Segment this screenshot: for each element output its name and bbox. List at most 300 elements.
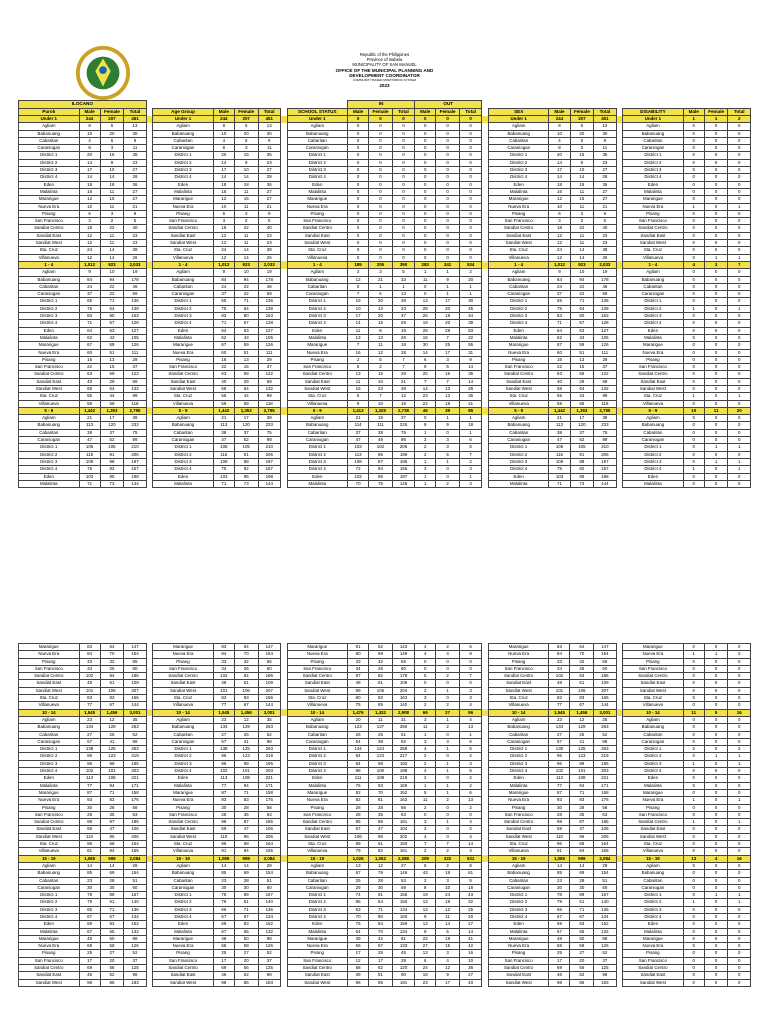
sex-value-cell: 71	[549, 320, 570, 327]
column-gap	[482, 753, 489, 760]
disability-cell: District 4	[623, 466, 684, 473]
school-status-value-cell: 10	[369, 400, 393, 407]
sex-value-cell: 77	[549, 782, 570, 789]
ilocano-value-cell: 113	[79, 422, 100, 429]
school-status-value-cell: 41	[459, 400, 481, 407]
age-group-cell: Sandiat East	[153, 378, 214, 385]
disability-value-cell: 0	[683, 870, 704, 877]
school-status-cell: District 3	[287, 906, 348, 913]
column-gap	[616, 480, 623, 487]
sex-value-cell: 46	[549, 972, 570, 979]
school-status-value-cell: 0	[415, 283, 436, 290]
age-group-value-cell: 14	[213, 159, 234, 166]
school-status-cell: Babanuang	[287, 276, 348, 283]
disability-cell: Sandiat Centro	[623, 965, 684, 972]
disability-value-cell: 0	[704, 437, 728, 444]
school-status-value-cell: 169	[392, 782, 414, 789]
sex-value-cell: 83	[570, 921, 594, 928]
ilocano-value-cell: 21	[124, 203, 146, 210]
column-gap	[146, 152, 153, 159]
ilocano-value-cell: 75	[79, 466, 100, 473]
sex-cell: Sta. Cruz	[488, 393, 549, 400]
sex-value-cell: 64	[570, 644, 594, 651]
school-status-value-cell: 32	[369, 658, 393, 665]
school-status-value-cell: 39	[392, 385, 414, 392]
age-group-value-cell: 52	[258, 731, 280, 738]
sex-value-cell: 109	[594, 680, 616, 687]
header-line-6: COMMUNITY BASED MONITORING SYSTEM	[353, 78, 416, 83]
school-status-value-cell: 11	[415, 797, 436, 804]
sex-value-cell: 147	[594, 644, 616, 651]
sex-value-cell: 58	[570, 943, 594, 950]
school-status-cell: Caraniogan	[287, 884, 348, 891]
ilocano-value-cell: 27	[100, 950, 124, 957]
ilocano-value-cell: 27	[124, 196, 146, 203]
school-status-value-cell: 20	[436, 320, 460, 327]
table-row	[19, 378, 751, 385]
sex-cell: District 4	[488, 320, 549, 327]
school-status-value-cell: 75	[369, 480, 393, 487]
disability-value-cell: 0	[728, 429, 751, 436]
purok-cell: Malalinta	[19, 334, 80, 341]
age-group-cell: Sandiat Centro	[153, 819, 214, 826]
school-status-value-cell: 0	[392, 218, 414, 225]
school-status-value-cell: 0	[392, 145, 414, 152]
school-status-value-cell: 2	[436, 848, 460, 855]
sex-cell: Sandiat East	[488, 378, 549, 385]
school-status-value-cell: 105	[369, 687, 393, 694]
purok-cell: Agliam	[19, 716, 80, 723]
disability-value-cell: 0	[728, 327, 751, 334]
column-gap	[482, 877, 489, 884]
age-group-value-cell: 27	[234, 950, 258, 957]
age-group-value-cell: 9	[234, 159, 258, 166]
column-gap	[482, 276, 489, 283]
age-group-cell: Eden	[153, 775, 214, 782]
ilocano-value-cell: 178	[124, 276, 146, 283]
disability-value-cell: 0	[704, 305, 728, 312]
column-gap	[482, 804, 489, 811]
age-group-value-cell: 152	[258, 921, 280, 928]
age-group-value-cell: 26	[258, 254, 280, 261]
age-group-value-cell: 129	[234, 724, 258, 731]
disability-value-cell: 0	[728, 935, 751, 942]
school-status-value-cell: 5	[348, 364, 369, 371]
sex-value-cell: 144	[594, 702, 616, 709]
column-gap	[280, 680, 287, 687]
column-gap	[280, 364, 287, 371]
disability-value-cell: 0	[704, 342, 728, 349]
disability-value-cell: 0	[683, 247, 704, 254]
school-status-value-cell: 26	[369, 665, 393, 672]
column-gap	[146, 218, 153, 225]
school-status-value-cell: 0	[459, 225, 481, 232]
column-gap	[280, 811, 287, 818]
sex-value-cell: 11	[570, 240, 594, 247]
sex-cell: District 2	[488, 899, 549, 906]
ilocano-value-cell: 98	[124, 738, 146, 745]
ilocano-value-cell: 68	[79, 385, 100, 392]
sex-cell: Villanueva	[488, 254, 549, 261]
school-status-value-cell: 80	[348, 695, 369, 702]
age-group-cell: Villanueva	[153, 400, 214, 407]
disability-cell: Pisang	[623, 804, 684, 811]
school-status-value-cell: 1	[459, 283, 481, 290]
ilocano-value-cell: 79	[79, 899, 100, 906]
disability-value-cell: 0	[728, 283, 751, 290]
school-status-value-cell: 7	[415, 378, 436, 385]
ilocano-value-cell: 71	[100, 906, 124, 913]
school-status-value-cell: 17	[436, 298, 460, 305]
table-row	[19, 673, 751, 680]
school-status-value-cell: 99	[348, 687, 369, 694]
school-status-cell: Pisang	[287, 950, 348, 957]
school-status-value-cell: 0	[459, 232, 481, 239]
sex-value-cell: 3	[570, 210, 594, 217]
age-group-value-cell: 111	[258, 349, 280, 356]
age-group-value-cell: 67	[213, 342, 234, 349]
disability-cell: Babanuang	[623, 276, 684, 283]
disability-value-cell: 0	[704, 702, 728, 709]
age-group-value-cell: 195	[258, 760, 280, 767]
column-gap	[482, 385, 489, 392]
school-status-cell: Sandiat East	[287, 826, 348, 833]
school-status-cell: District 1	[287, 152, 348, 159]
school-status-cell: District 4	[287, 320, 348, 327]
disability-cell: Villanueva	[623, 254, 684, 261]
column-gap	[482, 313, 489, 320]
female-header: Female	[369, 108, 393, 116]
column-gap	[146, 716, 153, 723]
sex-value-cell: 8	[549, 123, 570, 130]
school-status-value-cell: 90	[392, 972, 414, 979]
school-status-value-cell: 72	[348, 466, 369, 473]
ilocano-value-cell: 11	[100, 203, 124, 210]
column-gap	[482, 841, 489, 848]
age-group-value-cell: 52	[258, 950, 280, 957]
header-line-5: DEVELOPMENT COORDINATOR	[349, 72, 420, 78]
column-gap	[482, 225, 489, 232]
disability-value-cell: 0	[704, 210, 728, 217]
sex-value-cell: 23	[549, 716, 570, 723]
school-status-value-cell: 2	[415, 687, 436, 694]
school-status-cell: San Francisco	[287, 364, 348, 371]
column-gap	[146, 473, 153, 480]
school-status-cell: Sandiat West	[287, 240, 348, 247]
table-row	[19, 145, 751, 152]
ilocano-value-cell: 11	[124, 145, 146, 152]
disability-value-cell: 0	[704, 965, 728, 972]
ilocano-value-cell: 23	[79, 716, 100, 723]
school-status-value-cell: 38	[369, 738, 393, 745]
school-status-value-cell: 79	[369, 870, 393, 877]
school-status-value-cell: 2	[348, 356, 369, 363]
purok-cell: District 1	[19, 298, 80, 305]
column-gap	[280, 913, 287, 920]
school-status-value-cell: 47	[348, 437, 369, 444]
school-status-value-cell: 59	[392, 884, 414, 891]
age-group-cell: Malalinta	[153, 334, 214, 341]
table-row	[19, 188, 751, 195]
sex-value-cell: 125	[594, 965, 616, 972]
report-page-2	[18, 643, 751, 987]
school-status-value-cell: 0	[459, 680, 481, 687]
school-status-value-cell: 39	[436, 407, 460, 414]
disability-value-cell: 0	[683, 957, 704, 964]
school-status-value-cell: 3	[459, 687, 481, 694]
ilocano-value-cell: 63	[124, 811, 146, 818]
school-status-value-cell: 7	[436, 378, 460, 385]
school-status-value-cell: 1	[436, 283, 460, 290]
column-gap	[280, 957, 287, 964]
disability-value-cell: 1	[728, 458, 751, 465]
age-group-cell: Sandiat West	[153, 240, 214, 247]
disability-value-cell: 0	[683, 644, 704, 651]
disability-value-cell: 16	[728, 855, 751, 862]
disability-value-cell: 0	[728, 385, 751, 392]
school-status-value-cell: 19	[392, 327, 414, 334]
sex-value-cell: 186	[594, 673, 616, 680]
age-group-value-cell: 68	[213, 385, 234, 392]
column-gap	[616, 877, 623, 884]
disability-value-cell: 0	[728, 833, 751, 840]
sex-cell: Villanueva	[488, 702, 549, 709]
school-status-value-cell: 98	[369, 760, 393, 767]
school-status-value-cell: 30	[415, 342, 436, 349]
age-group-value-cell: 10	[213, 203, 234, 210]
school-status-value-cell: 6	[459, 644, 481, 651]
age-group-value-cell: 136	[258, 298, 280, 305]
age-group-cell: Sandiat West	[153, 385, 214, 392]
ilocano-value-cell: 58	[100, 943, 124, 950]
column-gap	[482, 884, 489, 891]
age-group-value-cell: 64	[234, 385, 258, 392]
table-row	[19, 218, 751, 225]
school-status-value-cell: 20	[348, 716, 369, 723]
school-status-cell: Nueva Era	[287, 797, 348, 804]
school-status-value-cell: 1	[415, 731, 436, 738]
age-group-value-cell: 29	[258, 356, 280, 363]
age-group-value-cell: 176	[258, 797, 280, 804]
column-gap	[280, 334, 287, 341]
school-status-value-cell: 61	[459, 870, 481, 877]
ilocano-value-cell: 186	[124, 673, 146, 680]
ilocano-value-cell: 58	[124, 804, 146, 811]
disability-cell: Caraniogan	[623, 291, 684, 298]
ilocano-value-cell: 23	[124, 159, 146, 166]
school-status-value-cell: 4	[415, 746, 436, 753]
age-group-value-cell: 126	[258, 342, 280, 349]
ilocano-value-cell: 12	[79, 232, 100, 239]
table-row	[19, 957, 751, 964]
sex-cell: District 4	[488, 768, 549, 775]
disability-value-cell: 0	[683, 429, 704, 436]
school-status-value-cell: 124	[369, 746, 393, 753]
sex-value-cell: 24	[549, 283, 570, 290]
ilocano-value-cell: 13	[100, 356, 124, 363]
disability-cell: District 3	[623, 167, 684, 174]
school-status-value-cell: 18	[459, 422, 481, 429]
age-group-value-cell: 1,456	[234, 709, 258, 716]
sex-value-cell: 60	[594, 665, 616, 672]
column-gap	[482, 709, 489, 716]
age-group-value-cell: 95	[234, 473, 258, 480]
disability-cell: Eden	[623, 921, 684, 928]
school-status-value-cell: 26	[348, 731, 369, 738]
school-status-cell: Malalinta	[287, 782, 348, 789]
sex-value-cell: 3	[570, 145, 594, 152]
sex-value-cell: 11	[570, 203, 594, 210]
ilocano-value-cell: 28	[100, 877, 124, 884]
age-group-cell: District 2	[153, 159, 214, 166]
header-line-2: Province of Isabela	[366, 57, 403, 63]
sex-value-cell: 58	[594, 804, 616, 811]
age-group-value-cell: 106	[258, 826, 280, 833]
purok-cell: Sta. Cruz	[19, 841, 80, 848]
disability-value-cell: 0	[683, 378, 704, 385]
school-status-value-cell: 0	[459, 247, 481, 254]
column-gap	[616, 979, 623, 986]
sex-cell: Sta. Cruz	[488, 841, 549, 848]
age-group-cell: Mararigue	[153, 342, 214, 349]
age-group-value-cell: 15	[234, 364, 258, 371]
age-group-value-cell: 14	[234, 254, 258, 261]
sex-value-cell: 67	[549, 928, 570, 935]
school-status-value-cell: 16	[459, 950, 481, 957]
column-gap	[280, 203, 287, 210]
age-group-value-cell: 65	[234, 928, 258, 935]
age-group-cell: Mararigue	[153, 644, 214, 651]
ilocano-value-cell: 183	[124, 979, 146, 986]
school-status-cell: District 4	[287, 174, 348, 181]
male-header: Male	[415, 108, 436, 116]
disability-value-cell: 0	[728, 123, 751, 130]
column-gap	[482, 731, 489, 738]
age-group-value-cell: 87	[234, 819, 258, 826]
sex-cell: District 3	[488, 458, 549, 465]
age-group-value-cell: 233	[258, 422, 280, 429]
school-status-value-cell: 0	[459, 130, 481, 137]
age-group-value-cell: 99	[258, 393, 280, 400]
school-status-value-cell: 0	[436, 123, 460, 130]
age-group-value-cell: 60	[213, 349, 234, 356]
school-status-value-cell: 1	[436, 458, 460, 465]
school-status-value-cell: 27	[436, 709, 460, 716]
sex-value-cell: 95	[570, 473, 594, 480]
age-group-value-cell: 21	[258, 203, 280, 210]
school-status-value-cell: 20	[369, 313, 393, 320]
disability-value-cell: 0	[683, 724, 704, 731]
ilocano-value-cell: 30	[100, 884, 124, 891]
school-status-value-cell: 5	[436, 928, 460, 935]
sex-value-cell: 122	[594, 371, 616, 378]
disability-cell: Caraniogan	[623, 145, 684, 152]
column-gap	[482, 371, 489, 378]
school-status-value-cell: 16	[348, 385, 369, 392]
disability-value-cell: 0	[704, 797, 728, 804]
school-status-value-cell: 5	[392, 269, 414, 276]
age-group-value-cell: 101	[213, 687, 234, 694]
table-row	[19, 247, 751, 254]
table-row	[19, 232, 751, 239]
ilocano-value-cell: 138	[79, 746, 100, 753]
disability-value-cell: 1	[728, 797, 751, 804]
school-status-value-cell: 27	[459, 972, 481, 979]
column-gap	[616, 159, 623, 166]
school-status-value-cell: 10	[369, 378, 393, 385]
school-status-value-cell: 159	[392, 921, 414, 928]
column-gap	[146, 877, 153, 884]
school-status-value-cell: 42	[369, 935, 393, 942]
age-group-value-cell: 69	[213, 921, 234, 928]
sex-value-cell: 30	[549, 884, 570, 891]
age-group-value-cell: 206	[258, 451, 280, 458]
disability-value-cell: 0	[704, 313, 728, 320]
column-gap	[146, 130, 153, 137]
age-group-value-cell: 40	[213, 378, 234, 385]
school-status-value-cell: 0	[369, 232, 393, 239]
ilocano-value-cell: 69	[79, 965, 100, 972]
ilocano-value-cell: 61	[100, 899, 124, 906]
column-gap	[482, 789, 489, 796]
school-status-value-cell: 34	[348, 665, 369, 672]
school-status-value-cell: 10	[348, 305, 369, 312]
column-gap	[280, 789, 287, 796]
age-group-cell: District 4	[153, 466, 214, 473]
school-status-value-cell: 14	[348, 320, 369, 327]
column-gap	[482, 188, 489, 195]
age-group-cell: Eden	[153, 181, 214, 188]
school-status-value-cell: 7	[369, 393, 393, 400]
sex-value-cell: 68	[549, 943, 570, 950]
column-gap	[482, 291, 489, 298]
age-group-value-cell: 101	[234, 768, 258, 775]
column-gap	[616, 334, 623, 341]
disability-value-cell: 0	[704, 644, 728, 651]
sex-cell: Babanuang	[488, 724, 549, 731]
age-group-cell: Nueva Era	[153, 651, 214, 658]
column-gap	[482, 892, 489, 899]
purok-cell: Malalinta	[19, 480, 80, 487]
column-gap	[146, 225, 153, 232]
disability-value-cell: 0	[683, 137, 704, 144]
school-status-value-cell: 0	[436, 145, 460, 152]
school-status-cell: Caraniogan	[287, 145, 348, 152]
ilocano-value-cell: 126	[124, 943, 146, 950]
column-gap	[146, 371, 153, 378]
ilocano-value-cell: 176	[124, 797, 146, 804]
disability-value-cell: 1	[728, 203, 751, 210]
column-gap	[482, 724, 489, 731]
school-status-value-cell: 1	[415, 782, 436, 789]
ilocano-value-cell: 206	[124, 833, 146, 840]
ilocano-value-cell: 60	[79, 349, 100, 356]
column-gap	[146, 862, 153, 869]
disability-value-cell: 0	[728, 298, 751, 305]
age-group-cell: Sandiat East	[153, 232, 214, 239]
column-gap	[146, 979, 153, 986]
column-gap	[482, 196, 489, 203]
purok-cell: Malalinta	[19, 188, 80, 195]
column-gap	[280, 841, 287, 848]
column-gap	[482, 254, 489, 261]
sex-cell: Cabaritan	[488, 137, 549, 144]
sex-value-cell: 67	[549, 913, 570, 920]
school-status-value-cell: 9	[348, 400, 369, 407]
school-status-value-cell: 0	[415, 203, 436, 210]
disability-value-cell: 0	[704, 877, 728, 884]
column-gap	[482, 298, 489, 305]
